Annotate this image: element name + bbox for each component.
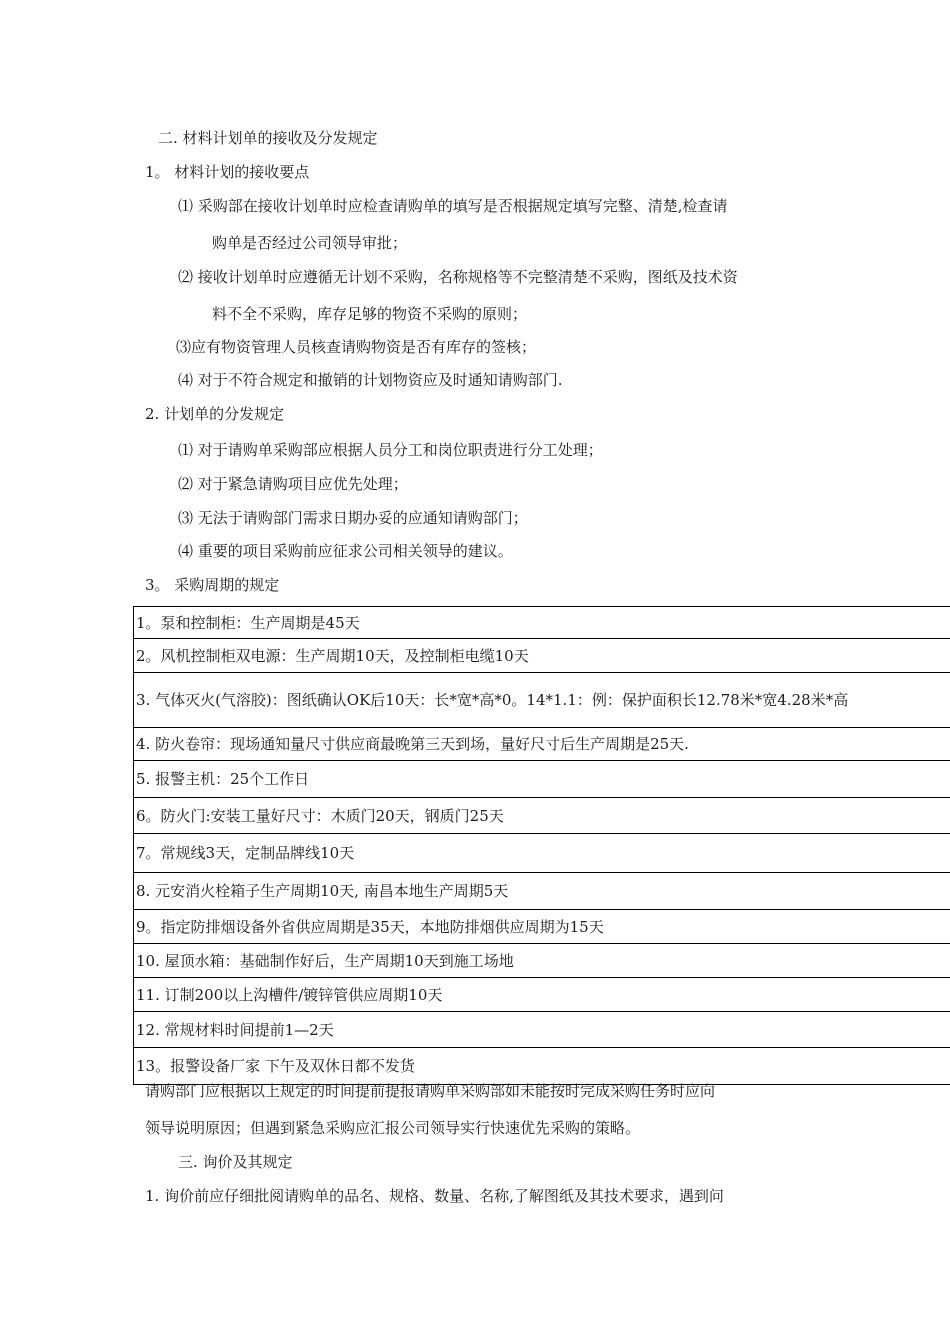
subsection-2-heading: 2. 计划单的分发规定 xyxy=(145,405,285,423)
table-cell: 11. 订制200以上沟槽件/镀锌管供应周期10天 xyxy=(134,978,950,1012)
table-cell: 12. 常规材料时间提前1—2天 xyxy=(134,1012,950,1048)
table-row xyxy=(134,761,950,798)
section-2-heading: 二. 材料计划单的接收及分发规定 xyxy=(158,129,378,147)
table-cell: 8. 元安消火栓箱子生产周期10天, 南昌本地生产周期5天 xyxy=(134,873,950,910)
distribute-item-2: ⑵ 对于紧急请购项目应优先处理； xyxy=(178,475,408,493)
section-3-heading: 三. 询价及其规定 xyxy=(178,1153,293,1171)
receive-item-2-cont: 料不全不采购，库存足够的物资不采购的原则； xyxy=(212,305,528,323)
receive-item-4: ⑷ 对于不符合规定和撤销的计划物资应及时通知请购部门. xyxy=(178,371,563,389)
note-line-1: 请购部门应根据以上规定的时间提前提报请购单采购部如未能按时完成采购任务时应向 xyxy=(145,1082,716,1100)
table-cell: 2。风机控制柜双电源：生产周期10天，及控制柜电缆10天 xyxy=(134,639,950,673)
distribute-item-4: ⑷ 重要的项目采购前应征求公司相关领导的建议。 xyxy=(178,542,513,560)
table-row xyxy=(134,607,950,639)
inquiry-item-1: 1. 询价前应仔细批阅请购单的品名、规格、数量、名称,了解图纸及其技术要求，遇到问 xyxy=(145,1187,724,1205)
table-row xyxy=(134,978,950,1012)
table-row xyxy=(134,944,950,978)
table-cell: 10. 屋顶水箱：基础制作好后，生产周期10天到施工场地 xyxy=(134,944,950,978)
receive-item-2: ⑵ 接收计划单时应遵循无计划不采购，名称规格等不完整清楚不采购，图纸及技术资 xyxy=(178,268,738,286)
table-row xyxy=(134,873,950,910)
note-line-2: 领导说明原因；但遇到紧急采购应汇报公司领导实行快速优先采购的策略。 xyxy=(145,1119,641,1137)
distribute-item-1: ⑴ 对于请购单采购部应根据人员分工和岗位职责进行分工处理； xyxy=(178,441,603,459)
distribute-item-3: ⑶ 无法于请购部门需求日期办妥的应通知请购部门； xyxy=(178,509,528,527)
table-cell: 7。常规线3天，定制品牌线10天 xyxy=(134,834,950,873)
table-cell: 5. 报警主机：25个工作日 xyxy=(134,761,950,798)
table-cell: 1。泵和控制柜：生产周期是45天 xyxy=(134,607,950,639)
table-row xyxy=(134,1048,950,1085)
receive-item-1: ⑴ 采购部在接收计划单时应检查请购单的填写是否根据规定填写完整、清楚,检查请 xyxy=(178,197,728,215)
subsection-1-heading: 1。 材料计划的接收要点 xyxy=(145,163,310,181)
subsection-3-heading: 3。 采购周期的规定 xyxy=(145,576,280,594)
procurement-cycle-table xyxy=(133,606,950,1085)
receive-item-1-cont: 购单是否经过公司领导审批； xyxy=(212,234,408,252)
table-row xyxy=(134,834,950,873)
table-row xyxy=(134,673,950,728)
table-row xyxy=(134,798,950,834)
table-cell: 4. 防火卷帘：现场通知量尺寸供应商最晚第三天到场，量好尺寸后生产周期是25天. xyxy=(134,728,950,761)
table-row xyxy=(134,639,950,673)
table-cell: 13。报警设备厂家 下午及双休日都不发货 xyxy=(134,1048,950,1085)
table-row xyxy=(134,1012,950,1048)
table-cell: 9。指定防排烟设备外省供应周期是35天，本地防排烟供应周期为15天 xyxy=(134,910,950,944)
table-row xyxy=(134,728,950,761)
table-cell: 3. 气体灭火(气溶胶)：图纸确认OK后10天：长*宽*高*0。14*1.1：例：保护面积长12.78米*宽4.28米*高 xyxy=(134,673,950,728)
table-row xyxy=(134,910,950,944)
table-cell: 6。防火门:安装工量好尺寸：木质门20天，钢质门25天 xyxy=(134,798,950,834)
receive-item-3: ⑶应有物资管理人员核查请购物资是否有库存的签核； xyxy=(176,338,537,356)
